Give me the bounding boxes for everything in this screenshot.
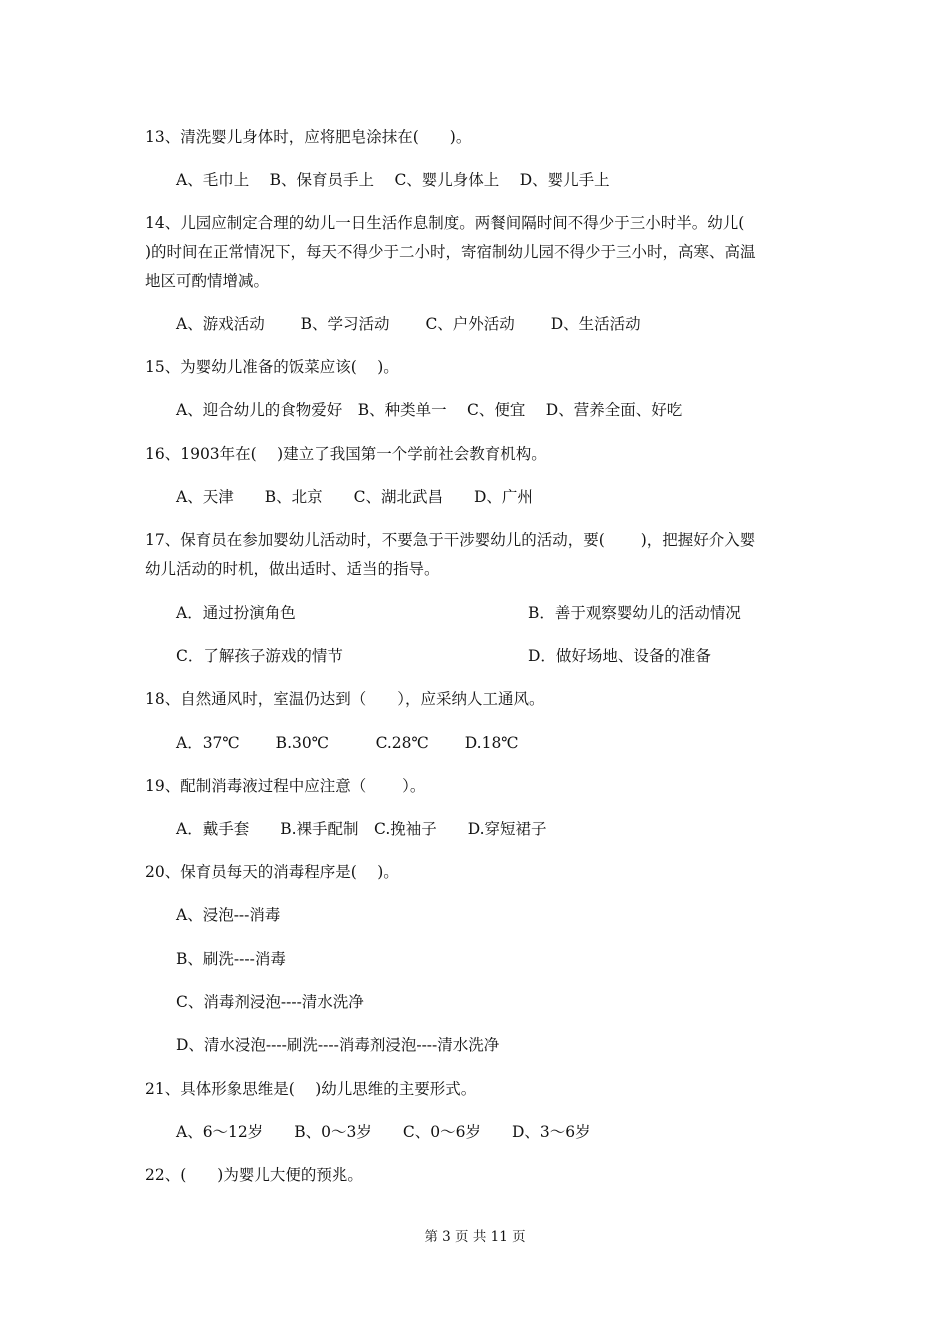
question-14-options: A、游戏活动 B、学习活动 C、户外活动 D、生活活动 bbox=[176, 315, 641, 333]
question-14-stem-line-1: 14、儿园应制定合理的幼儿一日生活作息制度。两餐间隔时间不得少于三小时半。幼儿( bbox=[145, 214, 745, 232]
question-21-stem: 21、具体形象思维是( )幼儿思维的主要形式。 bbox=[145, 1080, 477, 1098]
question-20-option-c: C、消毒剂浸泡----清水洗净 bbox=[176, 993, 364, 1011]
question-18-options: A．37℃ B.30℃ C.28℃ D.18℃ bbox=[176, 734, 519, 752]
question-16-options: A、天津 B、北京 C、湖北武昌 D、广州 bbox=[176, 488, 533, 506]
question-14-stem-line-2: )的时间在正常情况下，每天不得少于二小时，寄宿制幼儿园不得少于三小时，高寒、高温 bbox=[145, 243, 756, 261]
question-17-option-a: A．通过扮演角色 bbox=[176, 604, 296, 622]
question-22-stem: 22、( )为婴儿大便的预兆。 bbox=[145, 1166, 363, 1184]
question-21-options: A、6～12岁 B、0～3岁 C、0～6岁 D、3～6岁 bbox=[176, 1123, 591, 1141]
question-17-stem-line-1: 17、保育员在参加婴幼儿活动时，不要急于干涉婴幼儿的活动，要( )，把握好介入婴 bbox=[145, 531, 756, 549]
question-19-options: A．戴手套 B.裸手配制 C.挽袖子 D.穿短裙子 bbox=[176, 820, 547, 838]
question-20-option-a: A、浸泡---消毒 bbox=[176, 906, 281, 924]
question-17-option-b: B．善于观察婴幼儿的活动情况 bbox=[528, 604, 741, 622]
question-18-stem: 18、自然通风时，室温仍达到（ ），应采纳人工通风。 bbox=[145, 690, 545, 708]
question-16-stem: 16、1903年在( )建立了我国第一个学前社会教育机构。 bbox=[145, 445, 547, 463]
question-20-option-b: B、刷洗----消毒 bbox=[176, 950, 286, 968]
question-15-options: A、迎合幼儿的食物爱好 B、种类单一 C、便宜 D、营养全面、好吃 bbox=[176, 401, 683, 419]
question-13-options: A、毛巾上 B、保育员手上 C、婴儿身体上 D、婴儿手上 bbox=[176, 171, 610, 189]
page-number-footer: 第 3 页 共 11 页 bbox=[424, 1229, 526, 1245]
question-19-stem: 19、配制消毒液过程中应注意（ ）。 bbox=[145, 777, 426, 795]
question-20-option-d: D、清水浸泡----刷洗----消毒剂浸泡----清水洗净 bbox=[176, 1036, 500, 1054]
question-17-option-d: D．做好场地、设备的准备 bbox=[528, 647, 711, 665]
question-17-stem-line-2: 幼儿活动的时机，做出适时、适当的指导。 bbox=[145, 560, 440, 578]
question-20-stem: 20、保育员每天的消毒程序是( )。 bbox=[145, 863, 399, 881]
question-15-stem: 15、为婴幼儿准备的饭菜应该( )。 bbox=[145, 358, 399, 376]
question-13-stem: 13、清洗婴儿身体时，应将肥皂涂抹在( )。 bbox=[145, 128, 472, 146]
question-17-option-c: C．了解孩子游戏的情节 bbox=[176, 647, 343, 665]
question-14-stem-line-3: 地区可酌情增减。 bbox=[145, 272, 270, 290]
